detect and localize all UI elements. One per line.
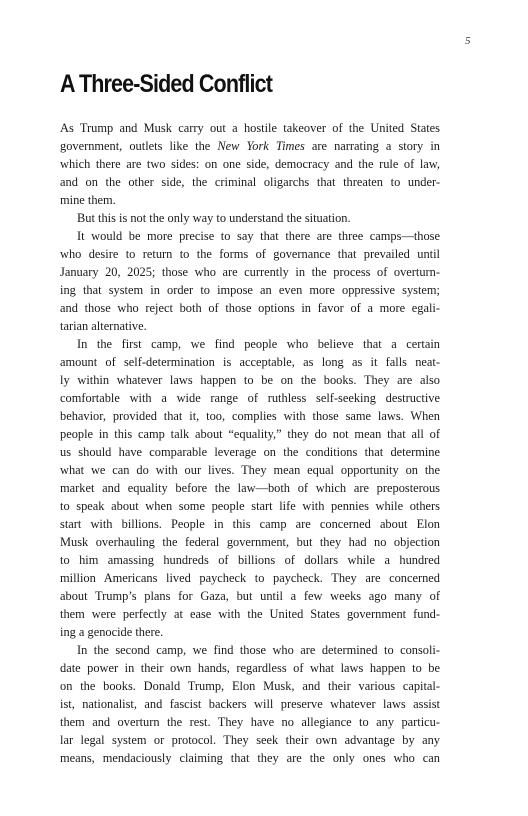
page-number: 5 bbox=[465, 35, 471, 47]
text-line: them and overturn the rest. They have no allegiance to any particu- bbox=[60, 715, 440, 729]
text-line: ing that system in order to impose an even more oppressive system; bbox=[60, 283, 440, 297]
text-line: comfortable with a wide range of ruthless self-seeking destructive bbox=[60, 391, 440, 405]
text-line: amount of self-determination is acceptable, as long as it falls neat- bbox=[60, 355, 440, 369]
text-line: January 20, 2025; those who are currently in the process of overturn- bbox=[60, 265, 440, 279]
text-line: behavior, provided that it, too, complies with those same laws. When bbox=[60, 409, 440, 423]
text-line: ist, nationalist, and fascist backers will preserve whatever laws assist bbox=[60, 697, 440, 711]
text-line: It would be more precise to say that there are three camps—those bbox=[77, 229, 440, 243]
chapter-title: A Three-Sided Conflict bbox=[60, 70, 273, 98]
text-line: market and equality before the law—both of which are preposterous bbox=[60, 481, 440, 495]
text-line: who desire to return to the forms of governance that prevailed until bbox=[60, 247, 440, 261]
text-line: people in this camp talk about “equality,” they do not mean that all of bbox=[60, 427, 440, 441]
text-line: about Trump’s plans for Gaza, but until a few weeks ago many of bbox=[60, 589, 440, 603]
text-line: which there are two sides: on one side, democracy and the rule of law, bbox=[60, 157, 440, 171]
text-line: start with billions. People in this camp are concerned about Elon bbox=[60, 517, 440, 531]
text-line: ly within whatever laws happen to be on the books. They are also bbox=[60, 373, 440, 387]
text-line: to him amassing hundreds of billions of dollars while a hundred bbox=[60, 553, 440, 567]
italic-title: New York Times bbox=[217, 139, 305, 153]
text-line: us should have comparable leverage on the conditions that determine bbox=[60, 445, 440, 459]
text-line: means, mendaciously claiming that they are the only ones who can bbox=[60, 751, 440, 765]
text-line: date power in their own hands, regardless of what laws happen to be bbox=[60, 661, 440, 675]
text-line: Musk overhauling the federal government, but they had no objection bbox=[60, 535, 440, 549]
body-text bbox=[60, 119, 440, 767]
text-line: ing a genocide there. bbox=[60, 625, 164, 639]
text-line: them were perfectly at ease with the United States government fund- bbox=[60, 607, 440, 621]
text-line: lar legal system or protocol. They seek their own advantage by any bbox=[60, 733, 440, 747]
text-line: government, outlets like the New York Times are narrating a story in bbox=[60, 139, 440, 153]
text-line: what we can do with our lives. They mean equal opportunity on the bbox=[60, 463, 440, 477]
text-line: In the second camp, we find those who are determined to consoli- bbox=[77, 643, 440, 657]
text-line: As Trump and Musk carry out a hostile takeover of the United States bbox=[60, 121, 440, 135]
text-line: to speak about when some people start life with pennies while others bbox=[60, 499, 440, 513]
text-line: mine them. bbox=[60, 193, 116, 207]
text-line: But this is not the only way to understand the situation. bbox=[77, 211, 351, 225]
text-line: tarian alternative. bbox=[60, 319, 147, 333]
text-line: million Americans lived paycheck to paycheck. They are concerned bbox=[60, 571, 440, 585]
text-line: In the first camp, we find people who believe that a certain bbox=[77, 337, 440, 351]
text-line: and on the other side, the criminal oligarchs that threaten to under- bbox=[60, 175, 440, 189]
text-line: and those who reject both of those options in favor of a more egali- bbox=[60, 301, 440, 315]
text-line: on the books. Donald Trump, Elon Musk, and their various capital- bbox=[60, 679, 440, 693]
